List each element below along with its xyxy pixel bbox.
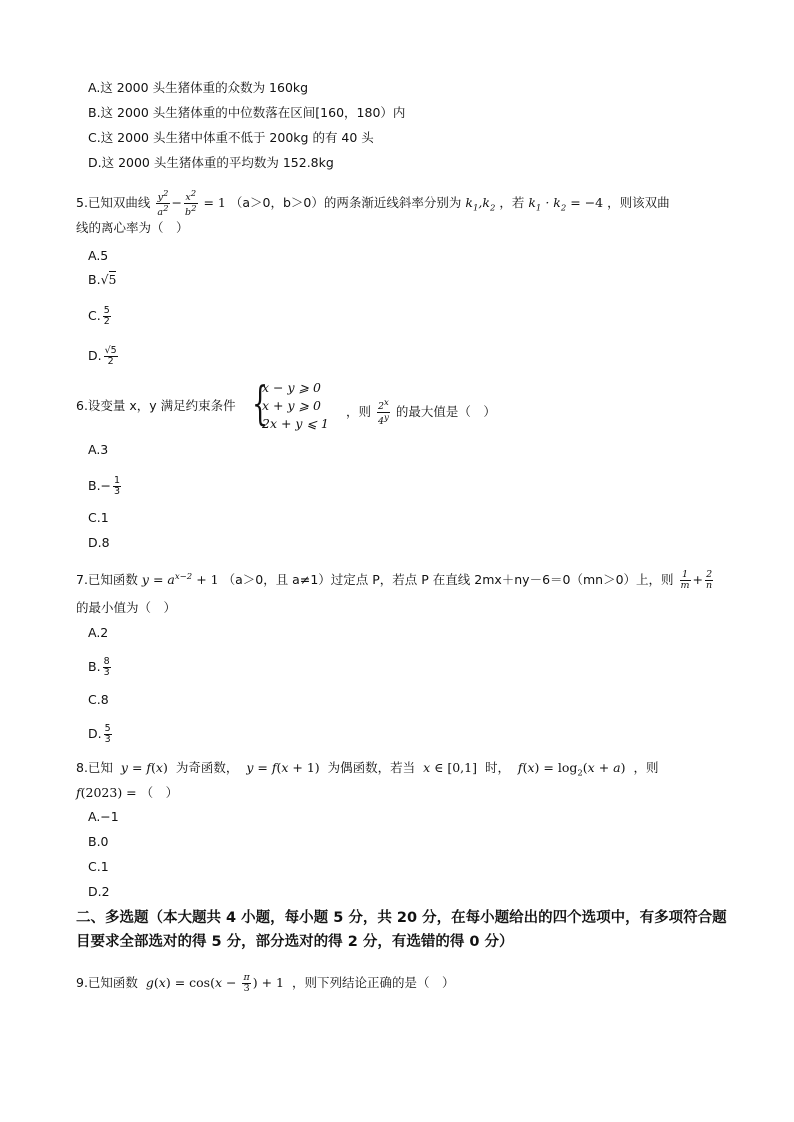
q5-option-d: D. $\frac{√5}{2}$ (88, 345, 117, 367)
q7-stem-line2: 的最小值为（ ） (76, 600, 177, 615)
q4-option-c: C.这 2000 头生猪中体重不低于 200kg 的有 40 头 (88, 130, 374, 145)
section-heading-multiple-choice: 二、多选题（本大题共 4 小题，每小题 5 分，共 20 分，在每小题给出的四个选项中，有多项符合题目要求全部选对的得 5 分，部分选对的得 2 分，有选错的得 0 分） (76, 910, 727, 950)
q5-option-a: A.5 (88, 248, 109, 263)
q7-option-c: C.8 (88, 692, 109, 707)
q6-stem-prefix: 6.设变量 x，y 满足约束条件 (76, 398, 236, 413)
q6-option-c: C.1 (88, 510, 109, 525)
q7-option-a: A.2 (88, 625, 109, 640)
q4-option-a: A.这 2000 头生猪体重的众数为 160kg (88, 80, 309, 95)
cosine-function: g(x) = cos(x − $\frac{\pi}{3}$ ) + 1 (141, 972, 284, 994)
q5-option-b: B.√5 (88, 272, 117, 287)
q8-stem: 8.已知 y = f(x) 为奇函数， y = f(x + 1) 为偶函数，若当 x ∈ [0,1] 时， $f(x) = \log_2(x + a)$ ，则 (76, 760, 659, 779)
q7-option-b: B. $\frac{8}{3}$ (88, 656, 110, 678)
q8-stem-line2: f(2023) = （ ） (76, 785, 179, 800)
q9-stem: 9.已知函数 g(x) = cos(x − $\frac{\pi}{3}$ ) + 1 ，则下列结论正确的是（ ） (76, 972, 455, 994)
q6-option-a: A.3 (88, 442, 109, 457)
q8-option-d: D.2 (88, 884, 110, 899)
slope-product: $k_1 \cdot k_2 = -4$ (528, 195, 604, 214)
hyperbola-equation: $\frac{y^2}{a^2}$ − $\frac{x^2}{b^2}$ = 1 (157, 189, 226, 219)
q8-option-c: C.1 (88, 859, 109, 874)
q6-stem-suffix: ，则 $\frac{2^x}{4^y}$ 的最大值是（ ） (346, 398, 496, 428)
q4-option-b: B.这 2000 头生猪体重的中位数落在区间[160，180）内 (88, 105, 406, 120)
odd-function: y = f(x) (116, 760, 168, 775)
q6-option-d: D.8 (88, 535, 110, 550)
constraint-system: { x − y ⩾ 0 x + y ⩾ 0 2x + y ⩽ 1 (252, 376, 329, 431)
even-function: y = f(x + 1) (242, 760, 320, 775)
exponential-function: $y = a^{x-2} + 1$ (141, 572, 219, 588)
q4-option-d: D.这 2000 头生猪体重的平均数为 152.8kg (88, 155, 334, 170)
interval-condition: x ∈ [0,1] (419, 760, 477, 775)
target-expression: $\frac{1}{m}$ + $\frac{2}{n}$ (680, 569, 713, 592)
q5-option-c: C. $\frac{5}{2}$ (88, 305, 110, 327)
slopes-k1-k2: $k_1,k_2$ (465, 195, 496, 214)
q8-option-b: B.0 (88, 834, 109, 849)
q7-stem: 7.已知函数 $y = a^{x-2} + 1$ （a＞0，且 a≠1）过定点 P，若点 P 在直线 2mx＋ny－6＝0（mn＞0）上，则 $\frac{1}{m}$ + $\frac{2}{n}$ (76, 569, 715, 591)
log-function: $f(x) = \log_2(x + a)$ (513, 760, 626, 779)
q6-option-b: B.− $\frac{1}{3}$ (88, 475, 121, 497)
q5-stem-line2: 线的离心率为（ ） (76, 220, 189, 235)
f-2023: f(2023) = (76, 785, 137, 800)
objective-expression: $\frac{2^x}{4^y}$ (378, 398, 389, 428)
q5-stem: 5.已知双曲线 $\frac{y^2}{a^2}$ − $\frac{x^2}{b^2}$ = 1 （a＞0，b＞0）的两条渐近线斜率分别为 $k_1,k_2$ ，若 $k_1 \cdot k_2 = -4$ ，则该双曲 (76, 189, 670, 219)
q8-option-a: A.−1 (88, 809, 119, 824)
q7-option-d: D. $\frac{5}{3}$ (88, 723, 111, 745)
